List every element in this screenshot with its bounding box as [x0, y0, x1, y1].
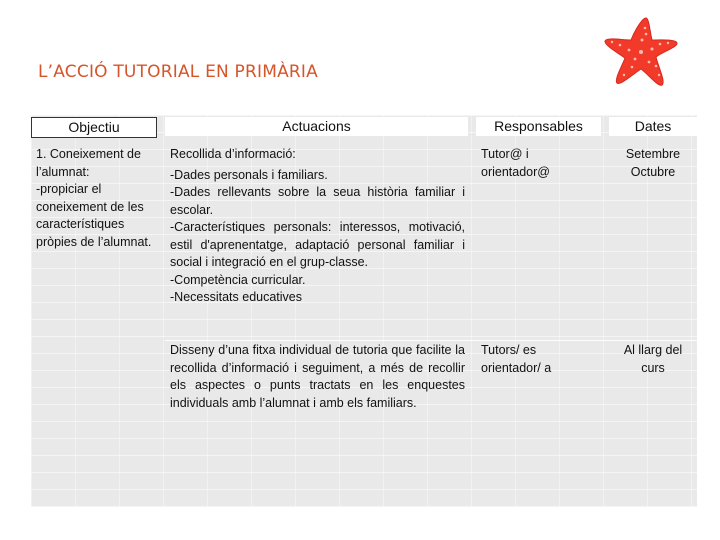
header-responsables: Responsables [476, 117, 601, 136]
responsables-cell-1: Tutor@ i orientador@ [481, 147, 550, 179]
actuacions-item: -Dades personals i familiars. [170, 167, 328, 182]
actuacions-item: -Característiques personals: interessos, motivació, estil d'aprenentatge, adaptació personal familiar i social i integració en el grup-classe. [170, 220, 465, 269]
column-responsables [476, 115, 601, 507]
actuacions-text: Disseny d’una fitxa individual de tutoria que facilite la recollida d’informació i seguiment, a més de recollir els aspectes o punts tractats en les enquestes individuals amb l’alumnat i amb els familiars. [170, 343, 465, 410]
column-objectiu [31, 115, 157, 507]
column-actuacions [165, 115, 468, 507]
objectiu-cell [36, 146, 154, 251]
actuacions-cell-2 [170, 342, 465, 412]
actuacions-cell-1 [170, 146, 465, 307]
dates-item: Setembre [625, 147, 681, 161]
actuacions-item: -Competència curricular. [170, 272, 306, 287]
actuacions-item: -Dades rellevants sobre la seua història familiar i escolar. [170, 185, 465, 217]
header-actuacions: Actuacions [165, 117, 468, 136]
header-dates: Dates [609, 117, 697, 136]
column-dates [609, 115, 697, 507]
actuacions-heading: Recollida d’informació: [170, 147, 296, 161]
dates-item: Octubre [630, 164, 676, 179]
tutorial-table [31, 115, 697, 507]
dates-cell-2 [611, 342, 695, 377]
actuacions-item: -Necessitats educatives [170, 290, 303, 304]
objectiu-text: -propiciar el coneixement de les característiques pròpies de l’alumnat. [36, 182, 152, 249]
dates-cell-1 [611, 146, 695, 181]
responsables-cell-2: Tutors/ es orientador/ a [481, 343, 552, 375]
header-objectiu: Objectiu [31, 117, 157, 138]
page-title: L’ACCIÓ TUTORIAL EN PRIMÀRIA [38, 62, 318, 82]
dates-item: Al llarg del curs [623, 343, 683, 375]
objectiu-heading: 1. Coneixement de l’alumnat: [36, 147, 141, 179]
starfish-icon [600, 14, 680, 92]
